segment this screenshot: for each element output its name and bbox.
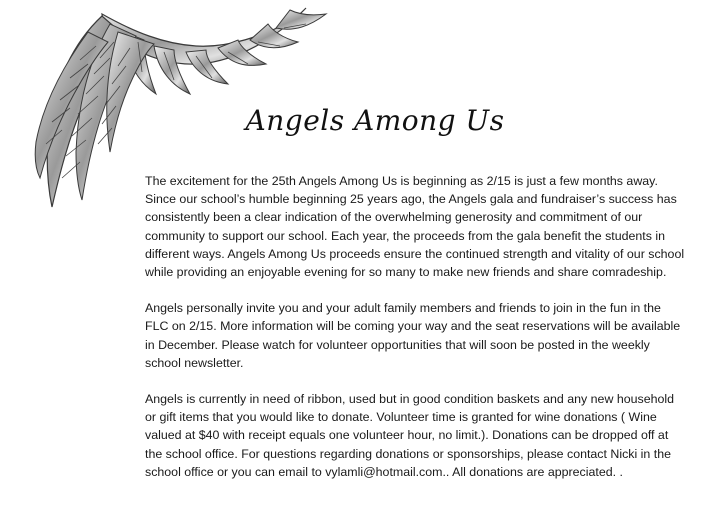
- paragraph: The excitement for the 25th Angels Among Us is beginning as 2/15 is just a few months away. Since our school’s humble beginning 25 years ago, the Angels gala and fundraiser’s success has consistently been a clear indication of the overwhelming generosity and commitment of our community to support our school. Each year, the proceeds from the gala benefit the students in different ways. Angels Among Us proceeds ensure the continued strength and vitality of our school while providing an enjoyable evening for so many to make new friends and share comradeship.: [145, 174, 685, 280]
- page-title: Angels Among Us: [245, 104, 505, 137]
- body-text: [145, 172, 685, 499]
- paragraph: Angels personally invite you and your adult family members and friends to join in the fun in the FLC on 2/15. More information will be coming your way and the seat reservations will be available in December. Please watch for volunteer opportunities that will soon be posted in the weekly school newsletter.: [145, 301, 681, 370]
- paragraph: Angels is currently in need of ribbon, used but in good condition baskets and any new household or gift items that you would like to donate. Volunteer time is granted for wine donations ( Wine valued at $40 with receipt equals one volunteer hour, no limit.). Donations can be dropped off at the school office. For questions regarding donations or sponsorships, please contact Nicki in the school office or you can email to vylamli@hotmail.com.. All donations are appreciated. .: [145, 392, 675, 479]
